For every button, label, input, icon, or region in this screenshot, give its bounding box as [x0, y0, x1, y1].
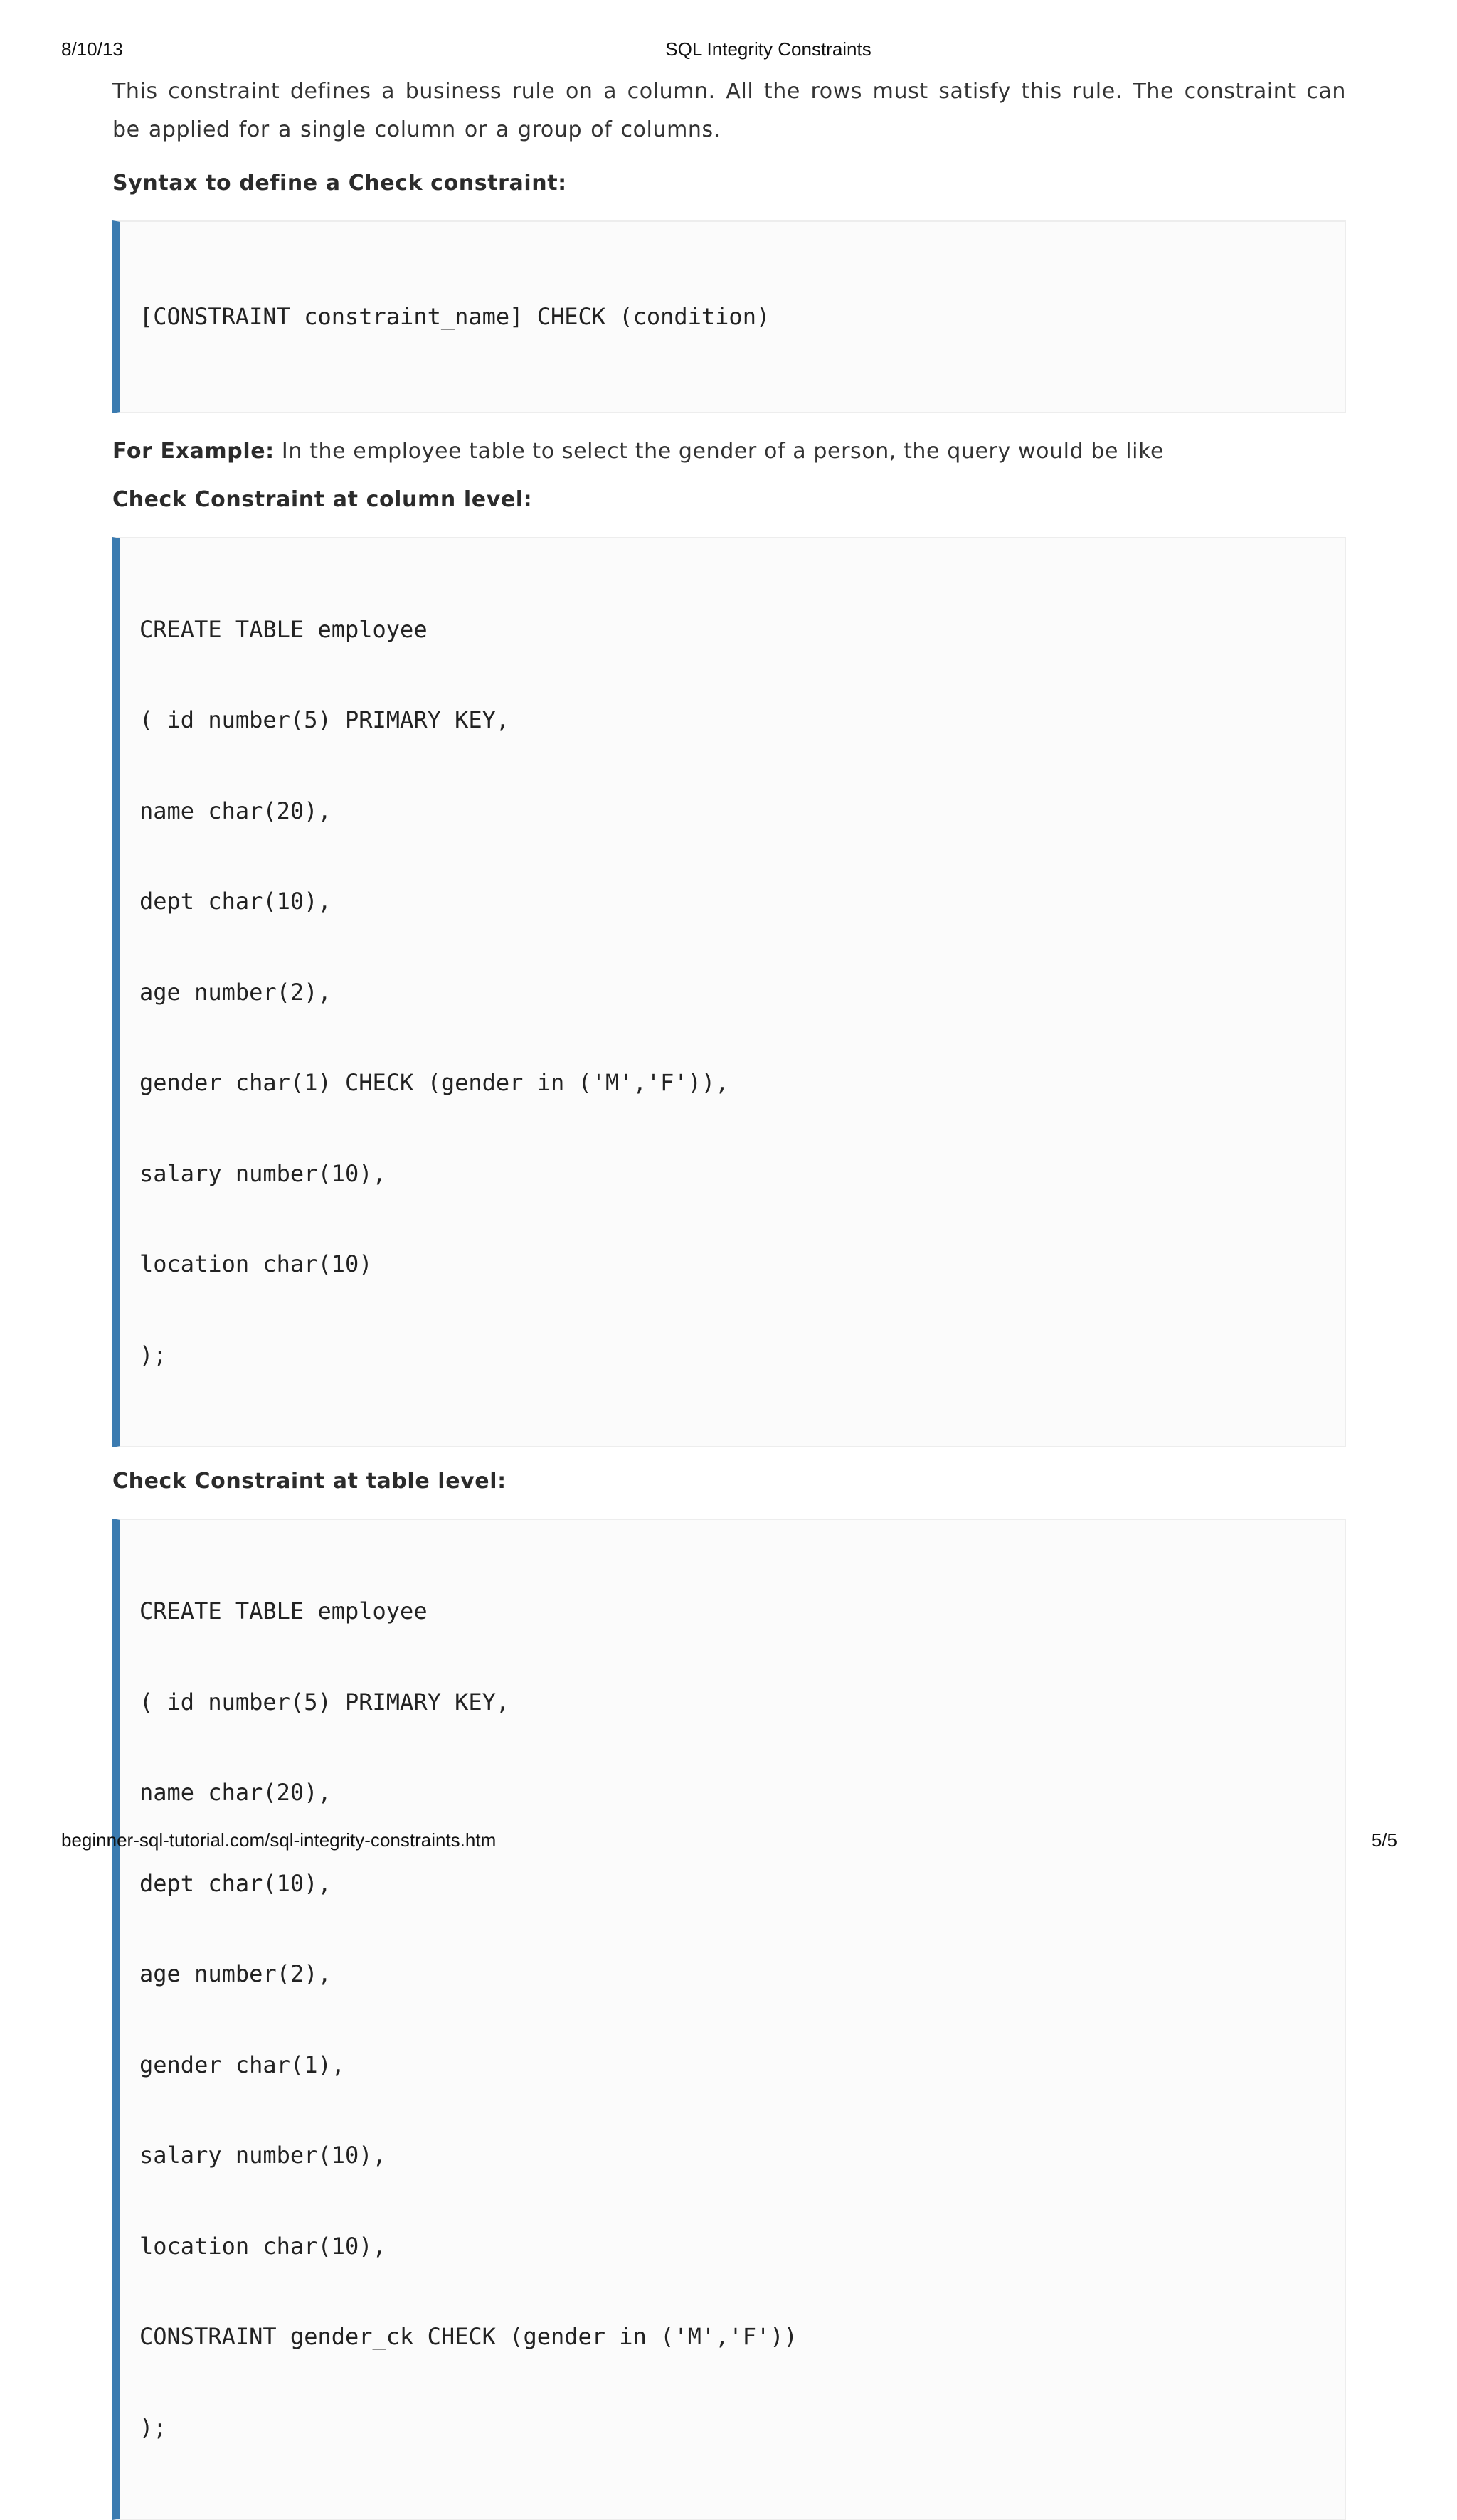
code-line: [CONSTRAINT constraint_name] CHECK (condition) [139, 303, 770, 330]
column-level-heading: Check Constraint at column level: [112, 487, 533, 512]
example-text: In the employee table to select the gender of a person, the query would be like [274, 438, 1165, 464]
code-line: name char(20), [139, 797, 332, 824]
code-line: location char(10), [139, 2232, 386, 2260]
code-line: ( id number(5) PRIMARY KEY, [139, 706, 510, 733]
code-line: salary number(10), [139, 1159, 386, 1187]
code-line: CREATE TABLE employee [139, 615, 428, 643]
code-line: CONSTRAINT gender_ck CHECK (gender in ('M','F')) [139, 2323, 798, 2350]
code-line: gender char(1), [139, 2051, 345, 2078]
code-line: name char(20), [139, 1779, 332, 1806]
code-line: ); [139, 1341, 167, 1368]
code-line: ); [139, 2413, 167, 2441]
syntax-heading: Syntax to define a Check constraint: [112, 171, 567, 196]
code-line: ( id number(5) PRIMARY KEY, [139, 1688, 510, 1716]
page-number: 5/5 [1371, 1829, 1397, 1851]
print-url: beginner-sql-tutorial.com/sql-integrity-constraints.htm [61, 1829, 497, 1851]
print-header [0, 38, 1457, 67]
code-line: salary number(10), [139, 2142, 386, 2169]
article-content [112, 73, 1346, 2520]
column-level-code-block [112, 537, 1346, 1448]
code-line: CREATE TABLE employee [139, 1597, 428, 1625]
table-level-code-block [112, 1519, 1346, 2520]
code-line: dept char(10), [139, 1869, 332, 1897]
table-level-heading: Check Constraint at table level: [112, 1469, 507, 1494]
code-line: location char(10) [139, 1250, 373, 1277]
print-title: SQL Integrity Constraints [665, 38, 871, 60]
code-line: gender char(1) CHECK (gender in ('M','F')), [139, 1069, 729, 1096]
code-line: age number(2), [139, 1960, 332, 1987]
code-line: dept char(10), [139, 888, 332, 915]
syntax-code-block [112, 220, 1346, 413]
example-label: For Example: [112, 438, 275, 464]
code-line: age number(2), [139, 978, 332, 1006]
print-footer [0, 1829, 1457, 1858]
example-paragraph [112, 437, 1346, 466]
print-date: 8/10/13 [61, 38, 123, 60]
intro-paragraph: This constraint defines a business rule on a column. All the rows must satisfy this rule. The constraint can be applied for a single column or a group of columns. [112, 79, 1346, 142]
